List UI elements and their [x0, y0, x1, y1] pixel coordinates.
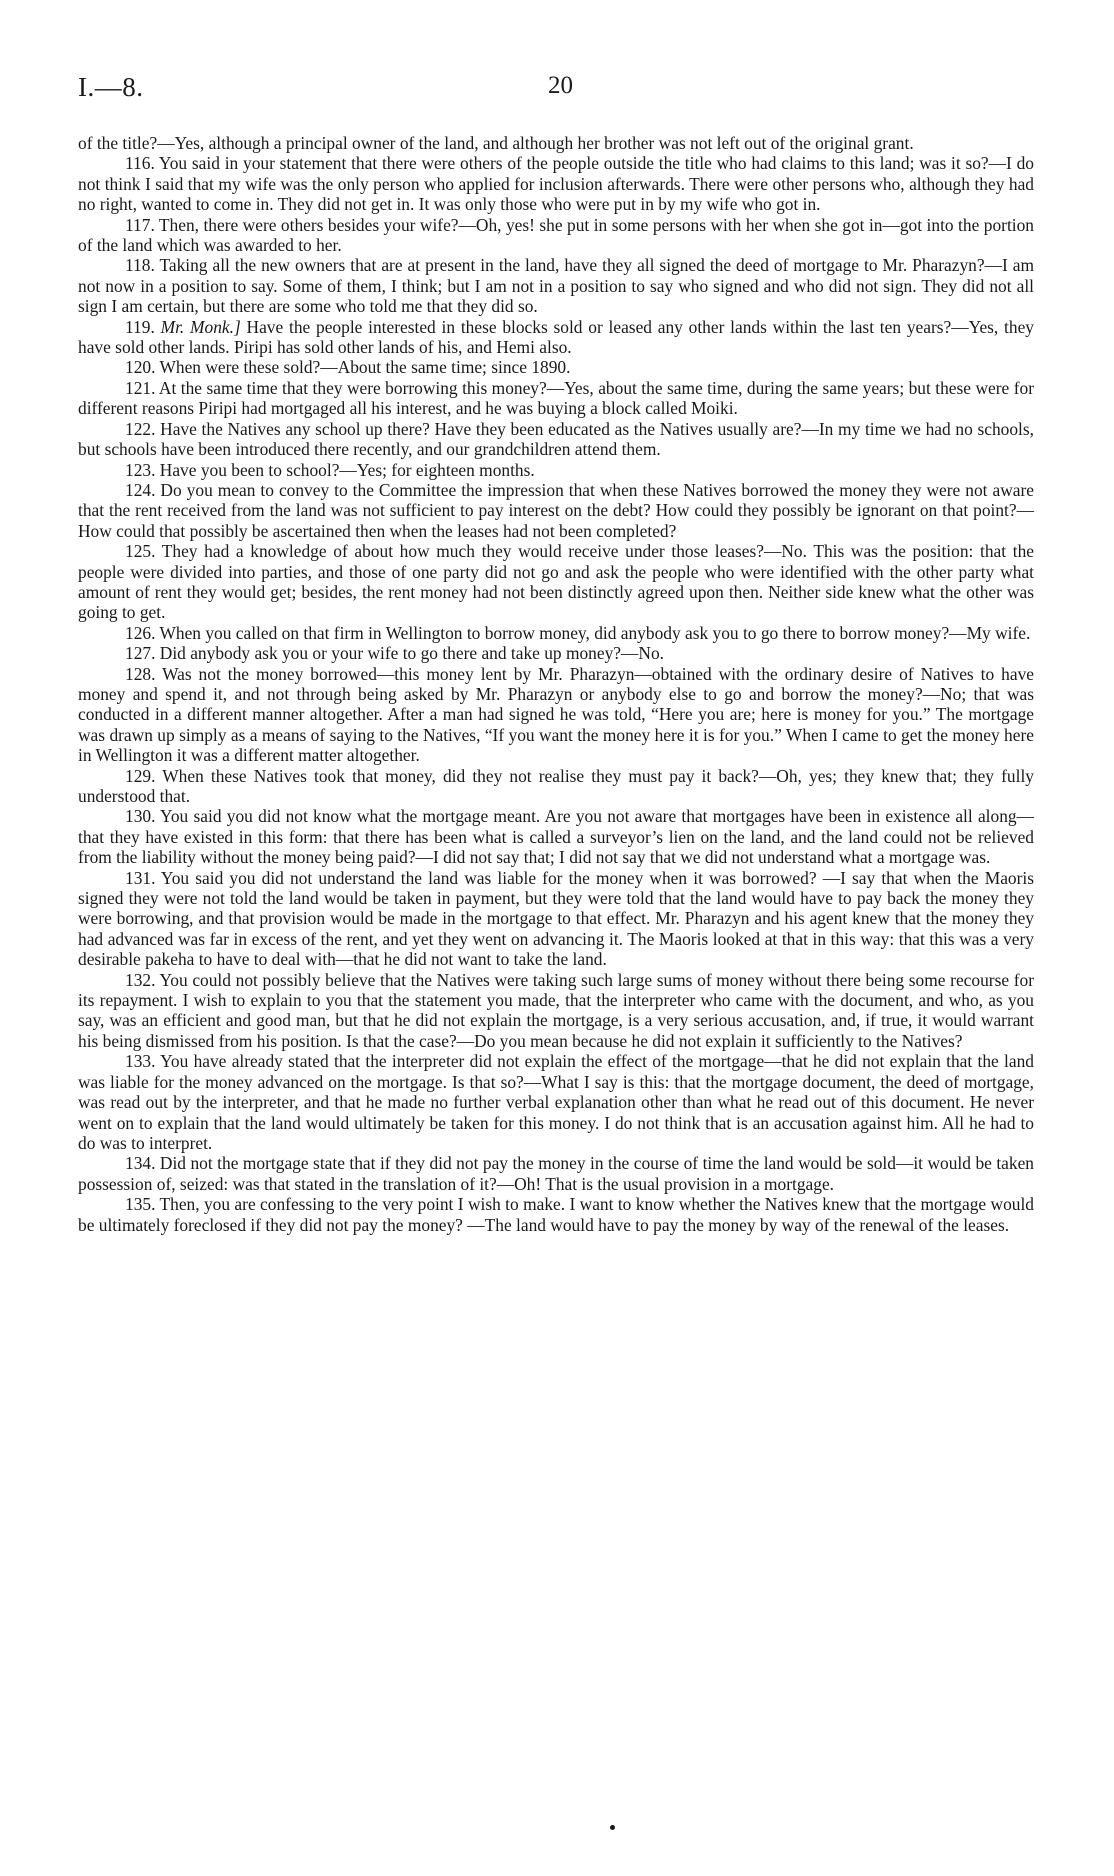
paragraph: 127. Did anybody ask you or your wife to go there and take up money?—No.: [125, 643, 664, 664]
paragraph: 117. Then, there were others besides your wife?—Oh, yes! she put in some persons with her when she got in—got into the portion of the land which was awarded to her.: [78, 214, 1034, 256]
page-mark: [610, 1825, 615, 1830]
paragraph: 130. You said you did not know what the mortgage meant. Are you not aware that mortgages have been in existence all along—that they have existed in this form: that there has been what is called a surveyor’s lien on the land, and the land could not be relieved from the liability without the money being paid?—I did not say that; I did not say that we did not understand what a mortgage was.: [78, 806, 1034, 868]
page-number: 20: [548, 72, 573, 99]
paragraph: 122. Have the Natives any school up there? Have they been educated as the Natives usually are?—In my time we had no schools, but schools have been introduced there recently, and our grandchildren attend them.: [78, 418, 1034, 460]
paragraph: 132. You could not possibly believe that the Natives were taking such large sums of money without there being some recourse for its repayment. I wish to explain to you that the statement you made, that the interpreter who came with the document, and who, as you say, was an efficient and good man, but that he did not explain the mortgage, is a very serious accusation, and, if true, it would warrant his being dismissed from his position. Is that the case?—Do you mean because he did not explain it sufficiently to the Natives?: [78, 969, 1034, 1051]
paragraph: 135. Then, you are confessing to the very point I wish to make. I want to know whether the Natives knew that the mortgage would be ultimately foreclosed if they did not pay the money? —The land would have to pay the money by way of the renewal of the leases.: [78, 1194, 1034, 1235]
paragraph: 133. You have already stated that the interpreter did not explain the effect of the mortgage—that he did not explain that the land was liable for the money advanced on the mortgage. Is that so?—What I say is this: that the mortgage document, the deed of mortgage, was read out by the interpreter, and that he made no further verbal explanation other than what he read out of this document. He never went on to explain that the land would ultimately be taken for this money. I do not think that is an accusation against him. All he had to do was to interpret.: [78, 1051, 1034, 1153]
paragraph: 131. You said you did not understand the land was liable for the money when it was borrowed? —I say that when the Maoris signed they were not told the land would be taken in payment, but they were told that the land would have to pay back the money they were borrowing, and that provision would be made in the mortgage to that effect. Mr. Pharazyn and his agent knew that the money they had advanced was far in excess of the rent, and yet they went on advancing it. The Maoris looked at that in this way: that this was a very desirable pakeha to have to deal with—that he did not want to take the land.: [78, 867, 1034, 970]
paragraph: of the title?—Yes, although a principal owner of the land, and although her brother was not left out of the original grant.: [78, 133, 914, 153]
paragraph: 128. Was not the money borrowed—this money lent by Mr. Pharazyn—obtained with the ordinary desire of Natives to have money and spend it, and not through being asked by Mr. Pharazyn or anybody else to go and borrow the money?—No; that was conducted in a different manner altogether. After a man had signed he was told, “Here you are; here is money for you.” The mortgage was drawn up simply as a means of saying to the Natives, “If you want the money here it is for you.” When I came to get the money here in Wellington it was a different matter altogether.: [78, 663, 1034, 766]
paragraph: 118. Taking all the new owners that are at present in the land, have they all signed the deed of mortgage to Mr. Pharazyn?—I am not now in a position to say. Some of them, I think; but I am not in a position to say who signed and who did not sign. They did not all sign I am certain, but there are some who told me that they did so.: [78, 255, 1034, 317]
paragraph: 125. They had a knowledge of about how much they would receive under those leases?—No. This was the position: that the people were divided into parties, and those of one party did not go and ask the people who were identified with the other party what amount of rent they would get; besides, the rent money had not been distinctly agreed upon then. Neither side knew what the other was going to get.: [78, 541, 1034, 623]
paragraph: 119. Mr. Monk.] Have the people interested in these blocks sold or leased any other lands within the last ten years?—Yes, they have sold other lands. Piripi has sold other lands of his, and Hemi also.: [78, 316, 1034, 358]
paragraph: 120. When were these sold?—About the same time; since 1890.: [125, 357, 571, 378]
speaker-label: Mr. Monk.]: [160, 316, 241, 337]
paragraph: 116. You said in your statement that there were others of the people outside the title who had claims to this land; was it so?—I do not think I said that my wife was the only person who applied for inclusion afterwards. There were other persons who, although they had no right, wanted to come in. They did not get in. It was only those who were put in by my wife who got in.: [78, 153, 1034, 215]
paragraph: 134. Did not the mortgage state that if they did not pay the money in the course of time the land would be sold—it would be taken possession of, seized: was that stated in the translation of it?—Oh! That is the usual provision in a mortgage.: [78, 1153, 1034, 1194]
paragraph: 124. Do you mean to convey to the Committee the impression that when these Natives borrowed the money they were not aware that the rent received from the land was not sufficient to pay interest on the debt? How could they possibly be ignorant on that point?—How could that possibly be ascertained then when the leases had not been completed?: [78, 479, 1034, 541]
paragraph: 129. When these Natives took that money, did they not realise they must pay it back?—Oh, yes; they knew that; they fully understood that.: [78, 765, 1034, 806]
document-reference: I.—8.: [78, 72, 144, 102]
body-text: [78, 133, 1034, 1235]
paragraph: 126. When you called on that firm in Wellington to borrow money, did anybody ask you to go there to borrow money?—My wife.: [125, 622, 1031, 643]
paragraph: 123. Have you been to school?—Yes; for eighteen months.: [125, 459, 535, 480]
paragraph: 121. At the same time that they were borrowing this money?—Yes, about the same time, during the same years; but these were for different reasons Piripi had mortgaged all his interest, and he was buying a block called Moiki.: [78, 377, 1034, 419]
